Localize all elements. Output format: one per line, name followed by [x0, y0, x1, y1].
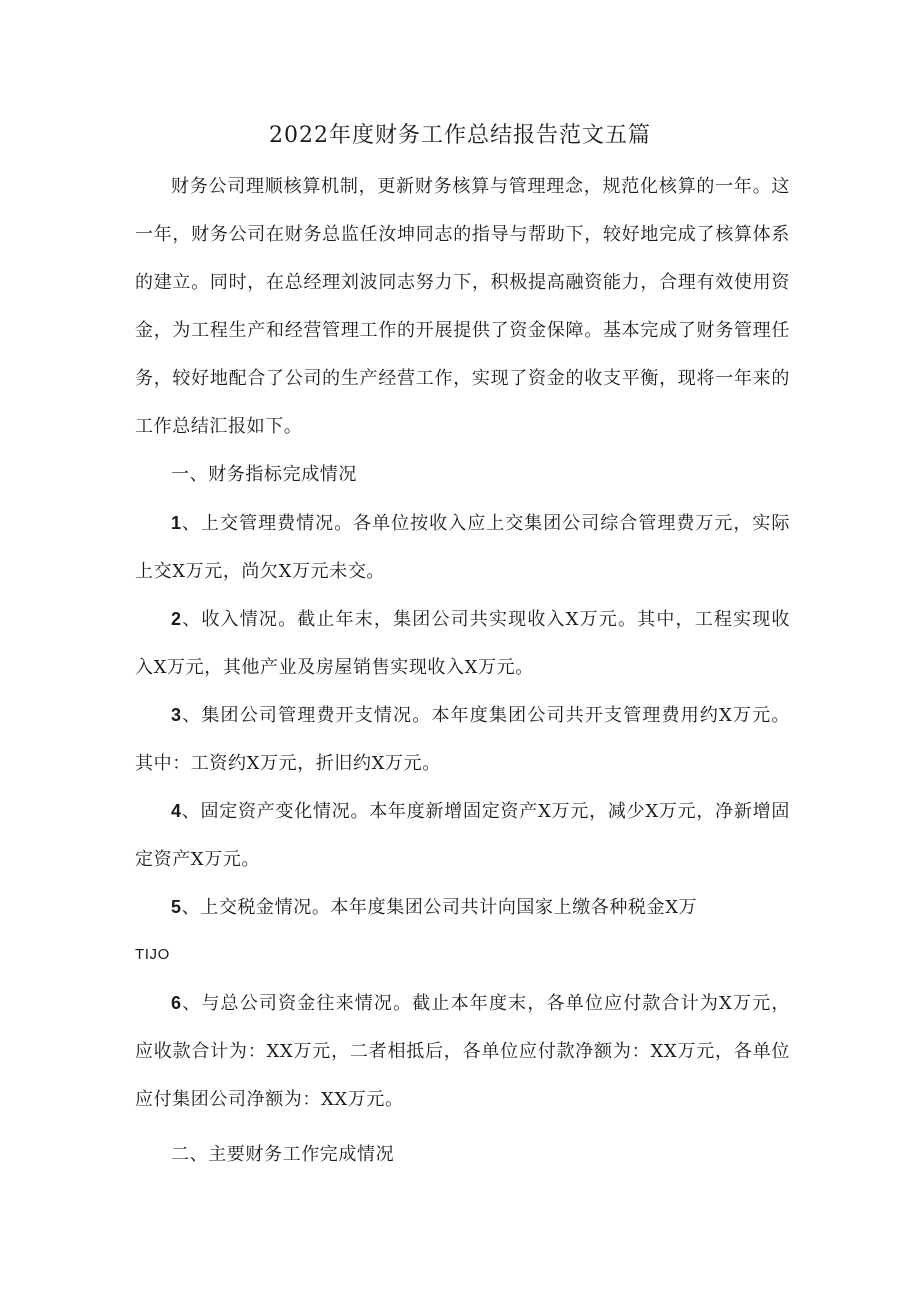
list-item — [135, 691, 790, 788]
item-number: 1 — [171, 513, 182, 533]
item-number: 5 — [171, 897, 182, 917]
item-text: 、集团公司管理费开支情况。本年度集团公司共开支管理费用约X万元。其中：工资约X万元，折旧约X万元。 — [135, 705, 790, 774]
item-text: 、固定资产变化情况。本年度新增固定资产X万元，减少X万元，净新增固定资产X万元。 — [135, 801, 790, 870]
item-number: 6 — [171, 993, 182, 1013]
item-text: 、与总公司资金往来情况。截止本年度末，各单位应付款合计为X万元，应收款合计为：XX万元，二者相抵后，各单位应付款净额为：XX万元，各单位应付集团公司净额为：XX万元。 — [135, 993, 790, 1110]
list-item — [135, 595, 790, 692]
document-title: 2022年度财务工作总结报告范文五篇 — [269, 123, 651, 148]
item-text: 、上交税金情况。本年度集团公司共计向国家上缴各种税金X万 — [181, 897, 698, 918]
list-item — [135, 883, 790, 932]
item-number: 4 — [171, 801, 182, 821]
intro-paragraph: 财务公司理顺核算机制，更新财务核算与管理理念，规范化核算的一年。这一年，财务公司在财务总监任汝坤同志的指导与帮助下，较好地完成了核算体系的建立。同时，在总经理刘波同志努力下，积极提高融资能力，合理有效使用资金，为工程生产和经营管理工作的开展提供了资金保障。基本完成了财务管理任务，较好地配合了公司的生产经营工作，实现了资金的收支平衡，现将一年来的工作总结汇报如下。 — [135, 176, 790, 437]
item-number: 3 — [171, 705, 182, 725]
section-heading-2: 二、主要财务工作完成情况 — [171, 1144, 395, 1165]
item-number: 2 — [171, 609, 182, 629]
stray-ocr-text: TIJO — [135, 946, 170, 963]
list-item — [135, 499, 790, 596]
list-item — [135, 979, 790, 1124]
section-heading-1: 一、财务指标完成情况 — [171, 464, 357, 485]
list-item — [135, 787, 790, 884]
item-text: 、上交管理费情况。各单位按收入应上交集团公司综合管理费万元，实际上交X万元，尚欠X万元未交。 — [135, 513, 790, 582]
item-text: 、收入情况。截止年末，集团公司共实现收入X万元。其中，工程实现收入X万元，其他产业及房屋销售实现收入X万元。 — [135, 609, 790, 678]
